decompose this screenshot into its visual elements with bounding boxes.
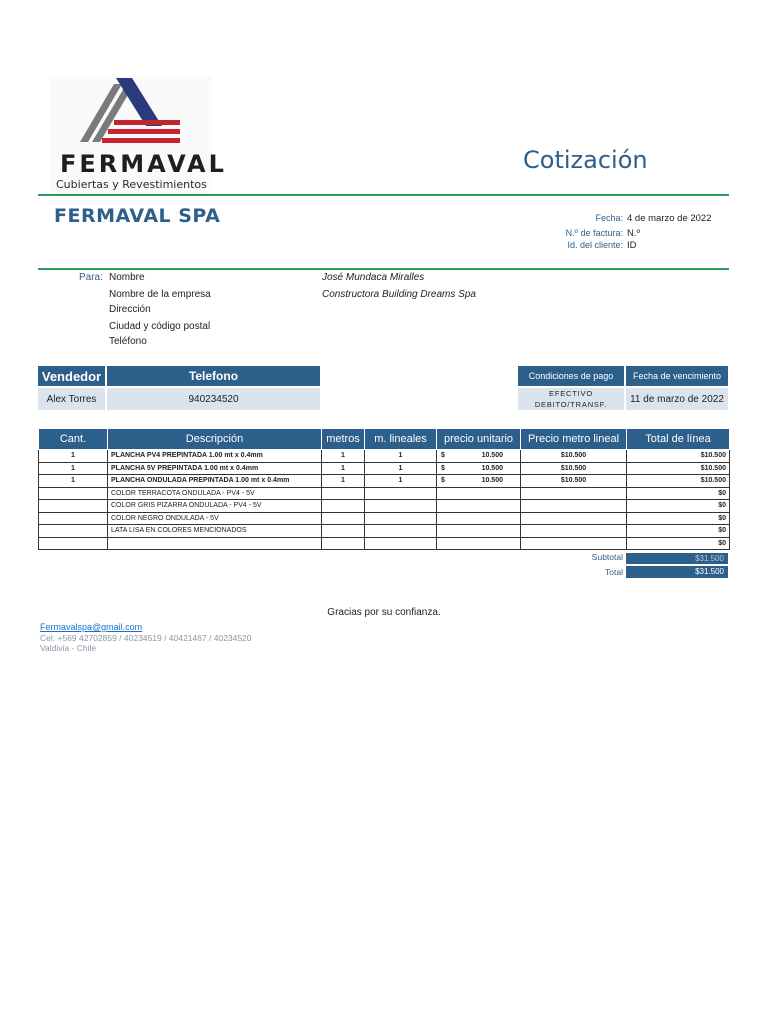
contact-location: Valdivia - Chile [40, 643, 97, 653]
cell-qty: 1 [39, 450, 108, 463]
cell-description: LATA LISA EN COLORES MENCIONADOS [108, 525, 322, 538]
payment-conditions-header: Condiciones de pago [518, 366, 624, 386]
field-label-name: Nombre [109, 272, 145, 283]
cell-meters: 1 [322, 475, 365, 488]
field-value-name: José Mundaca Miralles [322, 272, 425, 283]
cell-line-total: $0 [627, 487, 730, 500]
seller-header: Vendedor [38, 366, 105, 386]
col-header-unit-price: precio unitario [437, 429, 521, 450]
cell-meters [322, 500, 365, 513]
cell-qty [39, 537, 108, 550]
cell-linear-price: $10.500 [521, 462, 627, 475]
table-row [39, 487, 730, 500]
cell-linear-meters [365, 500, 437, 513]
payment-conditions-line2: DEBITO/TRANSF. [534, 400, 608, 409]
cell-linear-price: $10.500 [521, 450, 627, 463]
field-label-address: Dirección [109, 304, 151, 315]
unit-price-value: 10.500 [481, 452, 503, 460]
email-link[interactable]: Fermavalspa@gmail.com [40, 622, 143, 632]
thanks-message: Gracias por su confianza. [327, 607, 441, 618]
payment-conditions-line1: EFECTIVO [549, 389, 593, 398]
invoice-number-label: N.º de factura: [565, 228, 623, 238]
cell-linear-price [521, 525, 627, 538]
cell-linear-price [521, 537, 627, 550]
col-header-linear-meters: m. lineales [365, 429, 437, 450]
cell-meters: 1 [322, 450, 365, 463]
payment-conditions-value [518, 388, 624, 410]
currency-symbol: $ [441, 452, 445, 460]
cell-line-total: $0 [627, 512, 730, 525]
cell-linear-meters: 1 [365, 450, 437, 463]
col-header-line-total: Total de línea [627, 429, 730, 450]
phone-value: 940234520 [107, 388, 320, 410]
cell-linear-price: $10.500 [521, 475, 627, 488]
logo-stripe-red [108, 129, 180, 134]
client-id-label: Id. del cliente: [567, 240, 623, 250]
company-name: FERMAVAL SPA [54, 205, 221, 227]
cell-linear-meters [365, 487, 437, 500]
cell-unit-price [437, 462, 521, 475]
cell-linear-meters [365, 512, 437, 525]
client-id-value: ID [627, 240, 637, 251]
cell-unit-price [437, 450, 521, 463]
cell-linear-price [521, 500, 627, 513]
cell-qty [39, 512, 108, 525]
date-label: Fecha: [595, 213, 623, 223]
table-row [39, 475, 730, 488]
cell-line-total: $0 [627, 500, 730, 513]
invoice-number-value: N.º [627, 228, 640, 239]
logo-stripe-red [114, 120, 180, 125]
cell-unit-price [437, 500, 521, 513]
cell-unit-price [437, 537, 521, 550]
cell-qty [39, 500, 108, 513]
cell-meters [322, 525, 365, 538]
cell-line-total: $10.500 [627, 462, 730, 475]
total-value: $31.500 [626, 566, 728, 578]
date-value: 4 de marzo de 2022 [627, 213, 712, 224]
cell-meters [322, 487, 365, 500]
total-label: Total [605, 567, 623, 577]
cell-line-total: $0 [627, 537, 730, 550]
table-row [39, 462, 730, 475]
cell-unit-price [437, 525, 521, 538]
subtotal-label: Subtotal [591, 552, 623, 562]
document-title: Cotización [523, 146, 648, 174]
cell-description: PLANCHA PV4 PREPINTADA 1.00 mt x 0.4mm [108, 450, 322, 463]
cell-description: PLANCHA 5V PREPINTADA 1.00 mt x 0.4mm [108, 462, 322, 475]
cell-meters: 1 [322, 462, 365, 475]
cell-unit-price [437, 512, 521, 525]
table-row [39, 525, 730, 538]
due-date-header: Fecha de vencimiento [626, 366, 728, 386]
cell-description: COLOR TERRACOTA ONDULADA - PV4 - 5V [108, 487, 322, 500]
unit-price-value: 10.500 [481, 477, 503, 485]
unit-price-value: 10.500 [481, 464, 503, 472]
logo-subtitle: Cubiertas y Revestimientos [56, 178, 207, 191]
col-header-meters: metros [322, 429, 365, 450]
cell-meters [322, 537, 365, 550]
field-value-company: Constructora Building Dreams Spa [322, 289, 476, 300]
cell-unit-price [437, 475, 521, 488]
col-header-qty: Cant. [39, 429, 108, 450]
recipient-label: Para: [79, 272, 103, 283]
cell-linear-meters: 1 [365, 462, 437, 475]
table-row [39, 450, 730, 463]
contact-phones: Cel: +569 42702859 / 40234519 / 40421467 / 40234520 [40, 633, 252, 643]
cell-qty [39, 487, 108, 500]
cell-linear-meters [365, 537, 437, 550]
cell-meters [322, 512, 365, 525]
currency-symbol: $ [441, 477, 445, 485]
cell-unit-price [437, 487, 521, 500]
col-header-description: Descripción [108, 429, 322, 450]
cell-description: COLOR GRIS PIZARRA ONDULADA - PV4 - 5V [108, 500, 322, 513]
cell-description: PLANCHA ONDULADA PREPINTADA 1.00 mt x 0.4mm [108, 475, 322, 488]
seller-value: Alex Torres [38, 388, 105, 410]
items-table [38, 428, 730, 550]
field-label-company: Nombre de la empresa [109, 289, 211, 300]
col-header-linear-price: Precio metro lineal [521, 429, 627, 450]
cell-line-total: $10.500 [627, 450, 730, 463]
due-date-value: 11 de marzo de 2022 [626, 388, 728, 410]
cell-qty: 1 [39, 475, 108, 488]
currency-symbol: $ [441, 464, 445, 472]
cell-linear-price [521, 487, 627, 500]
logo-wordmark: FERMAVAL [60, 150, 227, 178]
cell-description [108, 537, 322, 550]
field-label-phone: Teléfono [109, 336, 147, 347]
logo-stripe-red [102, 138, 180, 143]
cell-description: COLOR NEGRO ONDULADA - 5V [108, 512, 322, 525]
cell-qty: 1 [39, 462, 108, 475]
cell-qty [39, 525, 108, 538]
section-divider [38, 268, 729, 270]
cell-line-total: $0 [627, 525, 730, 538]
phone-header: Telefono [107, 366, 320, 386]
table-header-row [39, 429, 730, 450]
cell-linear-meters [365, 525, 437, 538]
table-row [39, 512, 730, 525]
cell-linear-price [521, 512, 627, 525]
field-label-city: Ciudad y código postal [109, 321, 211, 332]
subtotal-value: $31.500 [626, 553, 728, 564]
header-divider [38, 194, 729, 196]
table-row [39, 500, 730, 513]
cell-line-total: $10.500 [627, 475, 730, 488]
cell-linear-meters: 1 [365, 475, 437, 488]
table-row [39, 537, 730, 550]
